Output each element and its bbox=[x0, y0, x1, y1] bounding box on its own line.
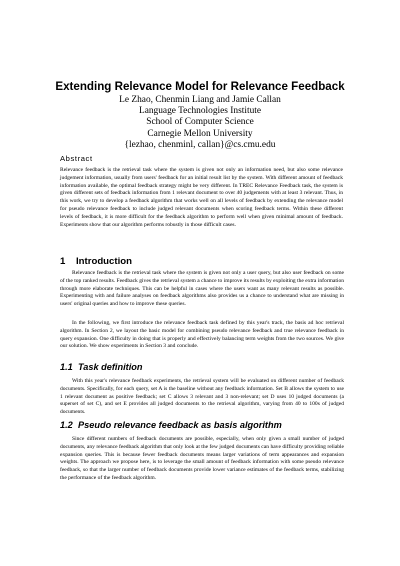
author-email: {lezhao, chenminl, callan}@cs.cmu.edu bbox=[124, 139, 276, 150]
section-title: Introduction bbox=[76, 256, 132, 267]
author-names: Le Zhao, Chenmin Liang and Jamie Callan bbox=[119, 95, 281, 105]
task-paragraph: With this year's relevance feedback experiments, the retrieval system will be evaluated on different number of feedback documents. Specifically, for each query, set A is the baseline without any feedback information. Set B allows the system to use 1 relevant document as positive feedback; set C allows 3 relevant and 3 non-relevant; set D uses 10 judged documents (a superset of set C), and set E provides all judged documents to the retrieval algorithm, varying from 40 to 100s of judged documents. bbox=[60, 378, 344, 416]
subsection-title: Pseudo relevance feedback as basis algorithm bbox=[78, 420, 282, 430]
subsection-heading-task-definition bbox=[60, 362, 143, 372]
author-university: Carnegie Mellon University bbox=[147, 128, 253, 139]
section-heading-introduction bbox=[60, 256, 132, 267]
pseudo-paragraph: Since different numbers of feedback documents are possible, especially, when only given a small number of judged documents, any relevance feedback algorithm that only look at the few judged documents can have difficulty providing reliable expansion queries. This is because fewer feedback documents means larger variations of term appearances and expansion weights. The approach we propose here, is to leverage the small amount of feedback information with some pseudo relevance feedback, so that the larger number of feedback documents provide lower variance estimates of the feedback terms, stabilizing the performance of the feedback algorithm. bbox=[60, 436, 344, 481]
author-block bbox=[0, 95, 400, 151]
author-school: School of Computer Science bbox=[146, 117, 254, 128]
paper-title: Extending Relevance Model for Relevance Feedback bbox=[55, 80, 345, 93]
intro-paragraph-1: Relevance feedback is the retrieval task where the system is given not only a user query, but also user feedback on some of the top ranked results. Feedback gives the retrieval system a chance to improve its results by exploiting the extra information through more elaborate techniques. This can be helpful in cases where the users want as many relevant results as possible. Experimenting with and failure analyses on feedback algorithms also provides us a chance to understand what are missing in users' original queries and how to improve these queries. bbox=[60, 270, 344, 308]
subsection-number: 1.1 bbox=[60, 362, 73, 372]
subsection-heading-pseudo-feedback bbox=[60, 420, 282, 430]
intro-paragraph-2: In the following, we first introduce the relevance feedback task defined by this year's track, the basis ad hoc retrieval algorithm. In Section 2, we layout the basic model for combining pseudo relevance feedback and true relevance feedback in query expansion. One difficulty in doing that is properly and effectively balancing term weights from the two sources. We give our solution. We show experiments in Section 3 and conclude. bbox=[60, 320, 344, 350]
author-institute: Language Technologies Institute bbox=[138, 106, 262, 117]
abstract-heading: Abstract bbox=[60, 154, 93, 163]
abstract-text: Relevance feedback is the retrieval task where the system is given not only an information need, but also some relevance judgement information, usually from users' feedback for an initial result list by the system. With different amount of feedback information available, the optimal feedback strategy might be very different. In TREC Relevance Feedback task, the system is given different sets of feedback information from 1 relevant document to over 40 judgements with at least 3 relevant. Thus, in this work, we try to develop a feedback algorithm that works well on all levels of feedback by extending the relevance model for pseudo relevance feedback to include judged relevant documents when scoring feedback terms. Within these different levels of feedback, it is more difficult for the feedback algorithm to perform well when given minimal amount of feedback. Experiments show that our algorithm performs robustly in those difficult cases. bbox=[60, 167, 343, 228]
section-number: 1 bbox=[60, 256, 66, 267]
subsection-number: 1.2 bbox=[60, 420, 73, 430]
subsection-title: Task definition bbox=[78, 362, 143, 372]
